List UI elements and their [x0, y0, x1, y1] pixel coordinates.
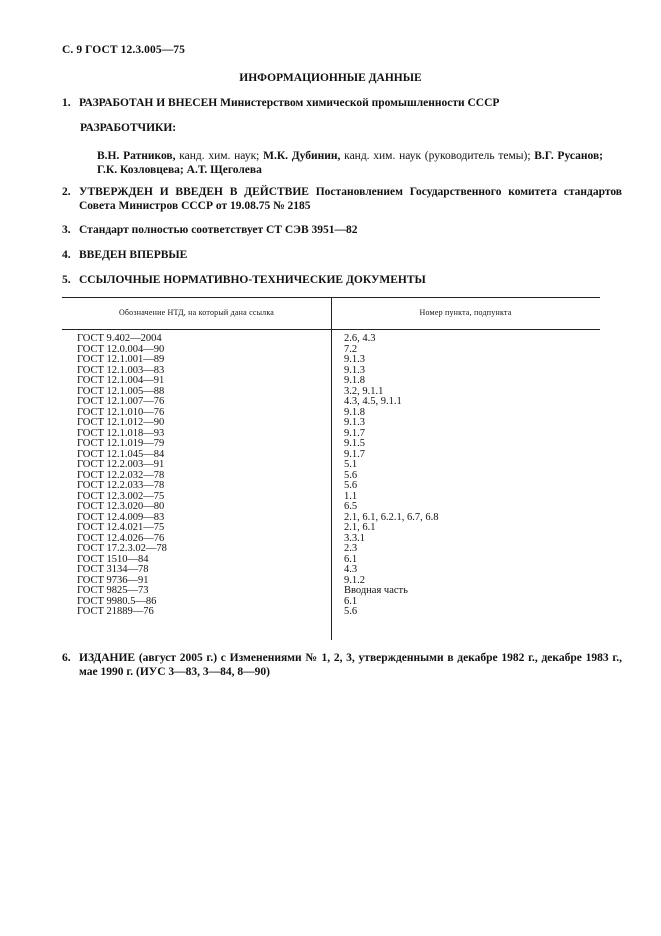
table-cell-document: ГОСТ 3134—78: [77, 564, 149, 575]
table-cell-clause: 1.1: [344, 490, 358, 502]
table-cell-document: ГОСТ 12.1.005—88: [77, 385, 165, 397]
table-cell-clause: 6.1: [344, 595, 358, 607]
table-cell-document: ГОСТ 12.1.004—91: [77, 375, 165, 386]
developer-name: В.Н. Ратников,: [97, 150, 176, 162]
table-cell-clause: 2.1, 6.1, 6.2.1, 6.7, 6.8: [344, 511, 439, 523]
page-header: С. 9 ГОСТ 12.3.005—75: [62, 44, 185, 56]
item-number: 3.: [62, 224, 71, 236]
table-header-col2: Номер пункта, подпункта: [419, 308, 512, 317]
table-cell-document: ГОСТ 12.1.007—76: [77, 396, 165, 407]
table-cell-clause: 2.6, 4.3: [344, 333, 376, 344]
table-cell-document: ГОСТ 12.4.009—83: [77, 511, 165, 523]
table-cell-clause: 2.1, 6.1: [344, 522, 376, 533]
table-column-divider: [331, 297, 332, 640]
table-cell-document: ГОСТ 12.2.032—78: [77, 469, 165, 481]
page-title: ИНФОРМАЦИОННЫЕ ДАННЫЕ: [239, 72, 422, 84]
table-cell-clause: 2.3: [344, 543, 358, 554]
item-text: ССЫЛОЧНЫЕ НОРМАТИВНО-ТЕХНИЧЕСКИЕ ДОКУМЕНТЫ: [79, 274, 426, 286]
table-cell-document: ГОСТ 9825—73: [77, 585, 149, 596]
developers-label: РАЗРАБОТЧИКИ:: [80, 122, 177, 134]
table-cell-document: ГОСТ 12.4.021—75: [77, 522, 165, 533]
item-bold-text: РАЗРАБОТАН И ВНЕСЕН: [79, 97, 218, 109]
table-cell-clause: 9.1.8: [344, 375, 365, 386]
developer-desc: канд. хим. наук;: [175, 150, 264, 162]
developer-name: М.К. Дубинин,: [263, 150, 341, 162]
table-cell-document: ГОСТ 21889—76: [77, 606, 154, 617]
table-cell-clause: 6.1: [344, 553, 358, 565]
item-number: 2.: [62, 186, 71, 198]
item-text: ВВЕДЕН ВПЕРВЫЕ: [79, 249, 188, 261]
item-text: Стандарт полностью соответствует СТ СЭВ 3951—82: [79, 224, 358, 236]
table-cell-clause: 4.3, 4.5, 9.1.1: [344, 396, 402, 407]
item-number: 5.: [62, 274, 71, 286]
developers-list: [97, 150, 603, 177]
item-number: 4.: [62, 249, 71, 261]
item-number: 6.: [62, 652, 71, 664]
table-cell-document: ГОСТ 1510—84: [77, 553, 149, 565]
table-cell-document: ГОСТ 12.3.002—75: [77, 490, 165, 502]
developer-desc: канд. хим. наук (руководитель темы);: [340, 150, 535, 162]
table-cell-clause: 5.6: [344, 606, 358, 617]
table-cell-document: ГОСТ 12.2.003—91: [77, 459, 165, 470]
table-cell-clause: 3.2, 9.1.1: [344, 385, 384, 397]
table-cell-document: ГОСТ 9980.5—86: [77, 595, 157, 607]
table-col-clauses: [344, 334, 439, 618]
table-cell-document: ГОСТ 12.0.004—90: [77, 343, 165, 355]
developer-name: В.Г. Русанов; Г.К. Козловцева; А.Т. Щеголева: [97, 150, 603, 176]
table-cell-clause: 9.1.3: [344, 417, 365, 428]
table-cell-clause: 4.3: [344, 564, 358, 575]
table-cell-document: ГОСТ 12.1.019—79: [77, 438, 165, 449]
table-cell-document: ГОСТ 9736—91: [77, 574, 149, 586]
table-cell-document: ГОСТ 12.1.018—93: [77, 427, 165, 439]
table-cell-document: ГОСТ 12.1.003—83: [77, 364, 165, 376]
table-cell-clause: 3.3.1: [344, 532, 365, 544]
table-cell-clause: 9.1.2: [344, 574, 365, 586]
table-cell-document: ГОСТ 12.3.020—80: [77, 501, 165, 512]
table-cell-document: ГОСТ 9.402—2004: [77, 333, 162, 344]
table-cell-clause: 9.1.8: [344, 406, 365, 418]
table-cell-clause: 5.6: [344, 469, 358, 481]
item-bold-text: УТВЕРЖДЕН И ВВЕДЕН В ДЕЙСТВИЕ: [79, 186, 309, 198]
table-cell-clause: 9.1.3: [344, 354, 365, 365]
table-cell-clause: 5.6: [344, 480, 358, 491]
table-cell-clause: 7.2: [344, 343, 358, 355]
table-header-col1: Обозначение НТД, на который дана ссылка: [118, 308, 275, 317]
table-cell-document: ГОСТ 17.2.3.02—78: [77, 543, 167, 554]
item-text: Постановлением Государственного комитета стандартов Совета Министров СССР от 19.08.75 № 2185: [79, 186, 622, 212]
table-cell-clause: 5.1: [344, 459, 358, 470]
table-cell-document: ГОСТ 12.2.033—78: [77, 480, 165, 491]
item-number: 1.: [62, 97, 71, 109]
table-cell-document: ГОСТ 12.1.010—76: [77, 406, 165, 418]
table-cell-document: ГОСТ 12.1.045—84: [77, 448, 165, 460]
table-cell-document: ГОСТ 12.4.026—76: [77, 532, 165, 544]
table-cell-clause: 6.5: [344, 501, 358, 512]
table-cell-document: ГОСТ 12.1.012—90: [77, 417, 165, 428]
table-cell-clause: Вводная часть: [344, 585, 408, 596]
table-cell-clause: 9.1.3: [344, 364, 365, 376]
table-col-documents: [77, 334, 167, 618]
table-cell-clause: 9.1.5: [344, 438, 365, 449]
table-cell-clause: 9.1.7: [344, 448, 365, 460]
item-text: ИЗДАНИЕ (август 2005 г.) с Изменениями № 1, 2, 3, утвержденными в декабре 1982 г., декабре 1983 г., мае 1990 г. (ИУС 3—83, 3—84, 8—90): [79, 652, 622, 678]
item-text: Министерством химической промышленности СССР: [217, 97, 500, 109]
table-cell-clause: 9.1.7: [344, 427, 365, 439]
table-cell-document: ГОСТ 12.1.001—89: [77, 354, 165, 365]
